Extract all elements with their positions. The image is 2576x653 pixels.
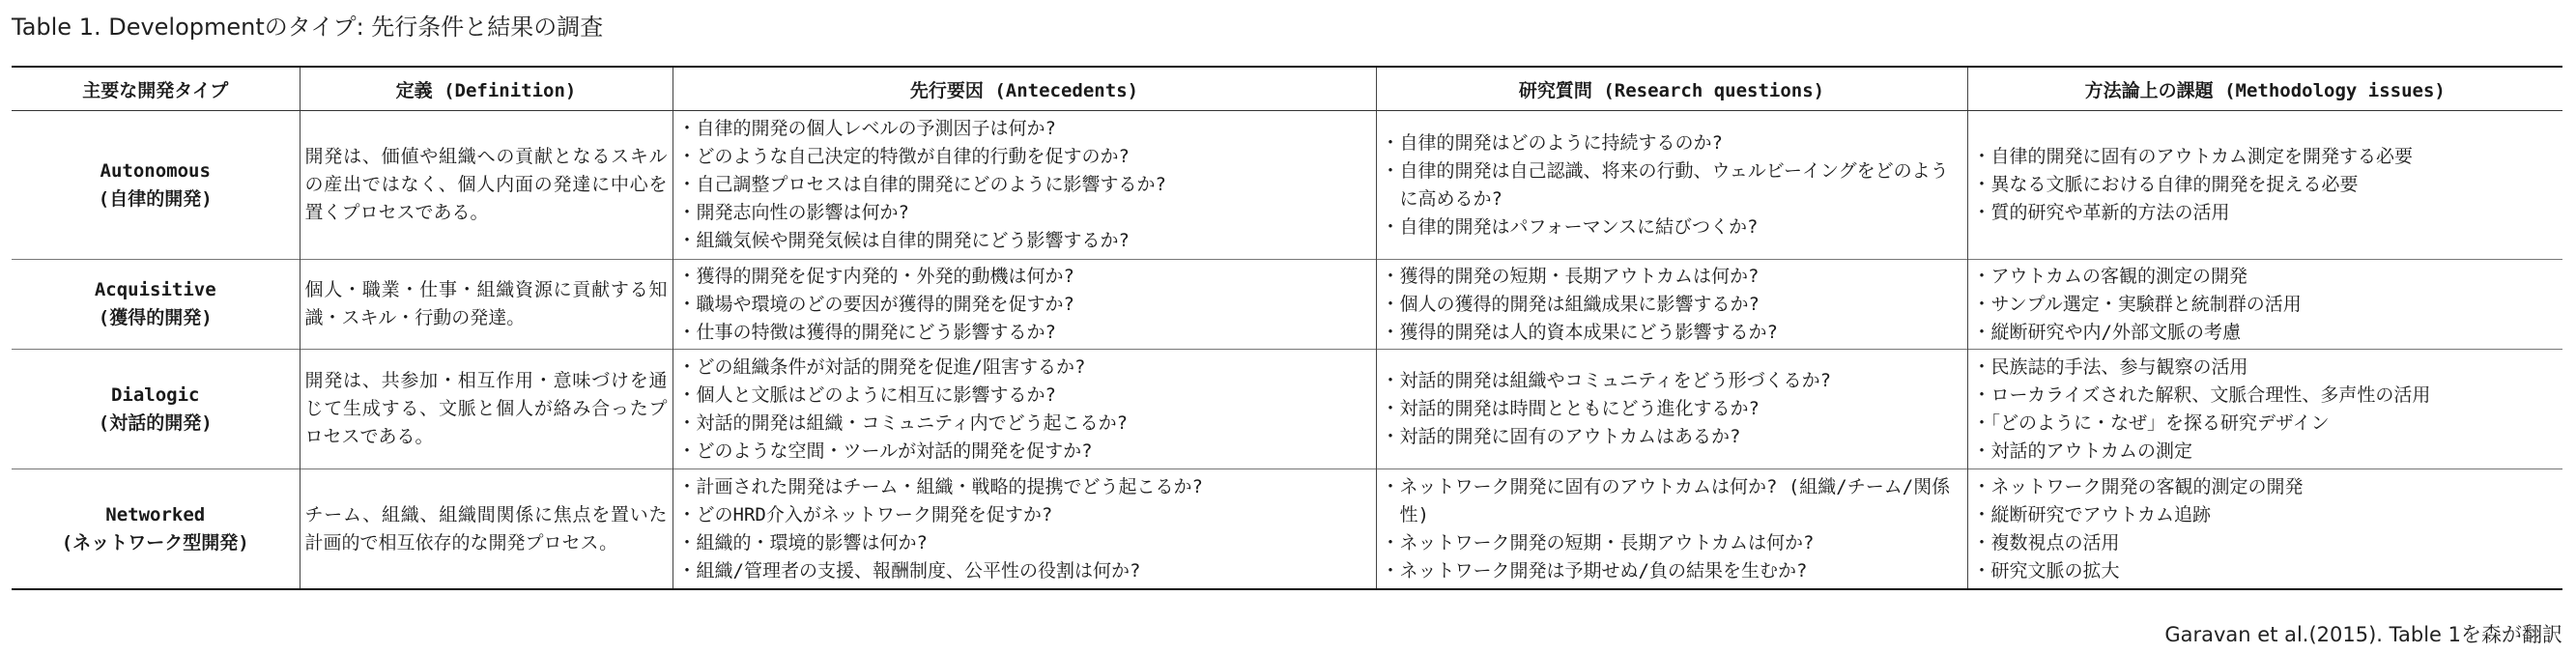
header-type: 主要な開発タイプ	[12, 67, 300, 111]
research-questions-cell	[1376, 469, 1967, 590]
research-questions-cell	[1376, 350, 1967, 469]
header-antecedents: 先行要因 (Antecedents)	[673, 67, 1376, 111]
methodology-cell	[1967, 469, 2562, 590]
definition-cell: 個人・職業・仕事・組織資源に貢献する知識・スキル・行動の発達。	[300, 260, 673, 350]
type-name-ja: (獲得的開発)	[98, 307, 213, 328]
table-row-dialogic	[12, 350, 2562, 469]
list-item: ・ どのHRD介入がネットワーク開発を促すか?	[678, 501, 1371, 529]
table-row-autonomous	[12, 111, 2562, 260]
list-item: ・ 個人の獲得的開発は組織成果に影響するか?	[1382, 291, 1962, 319]
header-research-questions: 研究質問 (Research questions)	[1376, 67, 1967, 111]
type-name-en: Autonomous	[100, 159, 211, 182]
definition-cell: 開発は、共参加・相互作用・意味づけを通じて生成する、文脈と個人が絡み合ったプロセスである。	[300, 350, 673, 469]
definition-cell: 開発は、価値や組織への貢献となるスキルの産出ではなく、個人内面の発達に中心を置くプロセスである。	[300, 111, 673, 260]
list-item: ・ 対話的開発は組織やコミュニティをどう形づくるか?	[1382, 367, 1962, 395]
list-item: ・ ネットワーク開発に固有のアウトカムは何か? (組織/チーム/関係性)	[1382, 473, 1962, 529]
list-item: ・ ネットワーク開発は予期せぬ/負の結果を生むか?	[1382, 557, 1962, 585]
type-name-en: Acquisitive	[94, 279, 216, 300]
list-item: ・ 複数視点の活用	[1973, 529, 2559, 557]
table-row-acquisitive	[12, 260, 2562, 350]
type-cell	[12, 469, 300, 590]
list-item: ・ 縦断研究でアウトカム追跡	[1973, 501, 2559, 529]
list-item: ・ 対話的アウトカムの測定	[1973, 438, 2559, 466]
development-types-table	[12, 66, 2562, 590]
list-item: ・ 獲得的開発は人的資本成果にどう影響するか?	[1382, 319, 1962, 347]
list-item: ・ 職場や環境のどの要因が獲得的開発を促すか?	[678, 291, 1371, 319]
list-item: ・ 組織気候や開発気候は自律的開発にどう影響するか?	[678, 227, 1371, 255]
list-item: ・ 対話的開発は組織・コミュニティ内でどう起こるか?	[678, 410, 1371, 438]
definition-cell: チーム、組織、組織間関係に焦点を置いた計画的で相互依存的な開発プロセス。	[300, 469, 673, 590]
source-note: Garavan et al.(2015). Table 1を森が翻訳	[2164, 623, 2562, 646]
header-row	[12, 67, 2562, 111]
list-item: ・ 研究文脈の拡大	[1973, 557, 2559, 585]
antecedents-cell	[673, 469, 1376, 590]
list-item: ・ ローカライズされた解釈、文脈合理性、多声性の活用	[1973, 382, 2559, 410]
list-item: ・ 自律的開発はどのように持続するのか?	[1382, 129, 1962, 157]
list-item: ・ どの組織条件が対話的開発を促進/阻害するか?	[678, 354, 1371, 382]
list-item: ・ 個人と文脈はどのように相互に影響するか?	[678, 382, 1371, 410]
list-item: ・ 計画された開発はチーム・組織・戦略的提携でどう起こるか?	[678, 473, 1371, 501]
methodology-cell	[1967, 350, 2562, 469]
list-item: ・ 組織的・環境的影響は何か?	[678, 529, 1371, 557]
list-item: ・ 獲得的開発の短期・長期アウトカムは何か?	[1382, 263, 1962, 291]
table-caption: Table 1. Developmentのタイプ: 先行条件と結果の調査	[12, 14, 604, 41]
type-name-ja: (対話的開発)	[98, 412, 213, 434]
antecedents-cell	[673, 111, 1376, 260]
list-item: ・ 縦断研究や内/外部文脈の考慮	[1973, 319, 2559, 347]
type-name-ja: (自律的開発)	[98, 187, 213, 210]
list-item: ・ 「どのように・なぜ」を探る研究デザイン	[1973, 410, 2559, 438]
list-item: ・ 組織/管理者の支援、報酬制度、公平性の役割は何か?	[678, 557, 1371, 585]
research-questions-cell	[1376, 260, 1967, 350]
list-item: ・ 仕事の特徴は獲得的開発にどう影響するか?	[678, 319, 1371, 347]
list-item: ・ 自律的開発に固有のアウトカム測定を開発する必要	[1973, 143, 2559, 171]
header-definition: 定義 (Definition)	[300, 67, 673, 111]
list-item: ・ 異なる文脈における自律的開発を捉える必要	[1973, 171, 2559, 199]
list-item: ・ 質的研究や革新的方法の活用	[1973, 199, 2559, 227]
list-item: ・ アウトカムの客観的測定の開発	[1973, 263, 2559, 291]
list-item: ・ 対話的開発は時間とともにどう進化するか?	[1382, 395, 1962, 423]
list-item: ・ 自律的開発はパフォーマンスに結びつくか?	[1382, 213, 1962, 241]
list-item: ・ 対話的開発に固有のアウトカムはあるか?	[1382, 423, 1962, 451]
list-item: ・ 獲得的開発を促す内発的・外発的動機は何か?	[678, 263, 1371, 291]
type-name-en: Networked	[105, 503, 206, 525]
type-name-ja: (ネットワーク型開発)	[61, 531, 249, 554]
list-item: ・ 自己調整プロセスは自律的開発にどのように影響するか?	[678, 171, 1371, 199]
list-item: ・ サンプル選定・実験群と統制群の活用	[1973, 291, 2559, 319]
type-cell	[12, 350, 300, 469]
list-item: ・ どのような自己決定的特徴が自律的行動を促すのか?	[678, 143, 1371, 171]
table-row-networked	[12, 469, 2562, 590]
antecedents-cell	[673, 260, 1376, 350]
methodology-cell	[1967, 260, 2562, 350]
type-cell	[12, 111, 300, 260]
list-item: ・ ネットワーク開発の短期・長期アウトカムは何か?	[1382, 529, 1962, 557]
list-item: ・ 自律的開発の個人レベルの予測因子は何か?	[678, 115, 1371, 143]
antecedents-cell	[673, 350, 1376, 469]
type-name-en: Dialogic	[110, 383, 200, 406]
research-questions-cell	[1376, 111, 1967, 260]
list-item: ・ 自律的開発は自己認識、将来の行動、ウェルビーイングをどのように高めるか?	[1382, 157, 1962, 213]
list-item: ・ ネットワーク開発の客観的測定の開発	[1973, 473, 2559, 501]
methodology-cell	[1967, 111, 2562, 260]
header-methodology: 方法論上の課題 (Methodology issues)	[1967, 67, 2562, 111]
list-item: ・ 開発志向性の影響は何か?	[678, 199, 1371, 227]
list-item: ・ 民族誌的手法、参与観察の活用	[1973, 354, 2559, 382]
list-item: ・ どのような空間・ツールが対話的開発を促すか?	[678, 438, 1371, 466]
type-cell	[12, 260, 300, 350]
